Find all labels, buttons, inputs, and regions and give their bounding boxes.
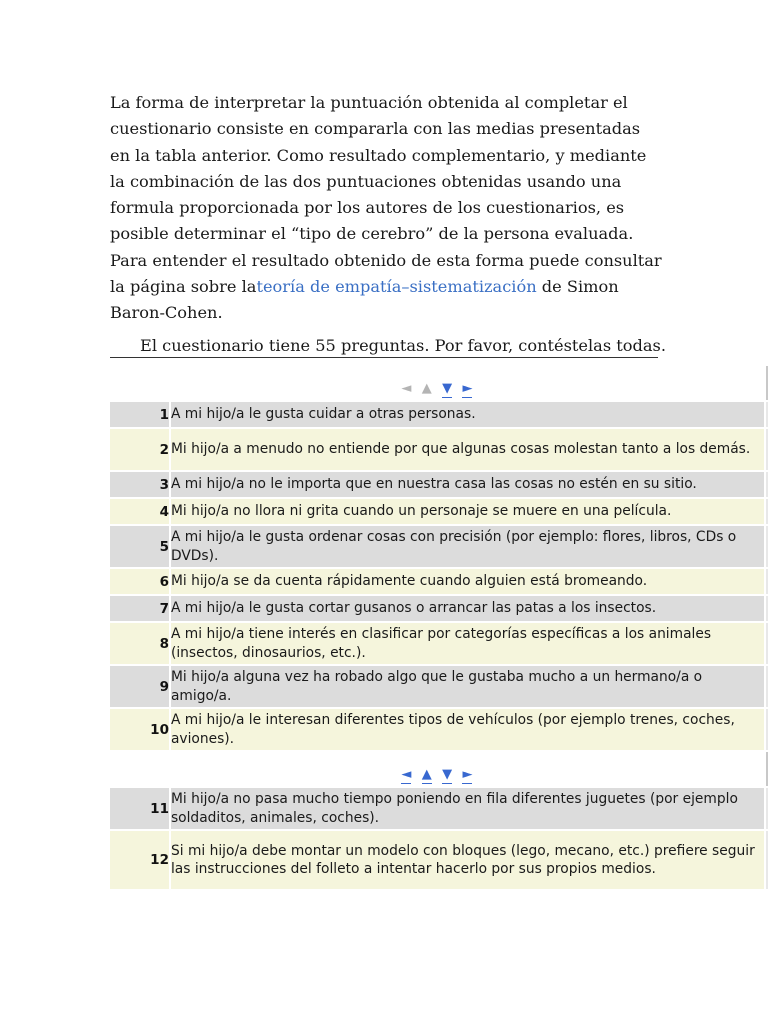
intro-text-end: de Simon Baron-Cohen. xyxy=(110,277,619,323)
question-number: 1 xyxy=(110,402,169,427)
question-number: 2 xyxy=(110,429,169,470)
question-number: 3 xyxy=(110,472,169,497)
question-text: A mi hijo/a le gusta cortar gusanos o arrancar las patas a los insectos. xyxy=(171,596,764,621)
empathy-systemizing-theory-link[interactable]: teoría de empatía–sistematización xyxy=(256,277,537,297)
question-number: 12 xyxy=(110,831,169,889)
question-text: Mi hijo/a se da cuenta rápidamente cuando alguien está bromeando. xyxy=(171,569,764,594)
question-text: A mi hijo/a le gusta ordenar cosas con precisión (por ejemplo: flores, libros, CDs o DVDs). xyxy=(171,526,764,567)
next-page-icon[interactable]: ▼ xyxy=(442,381,453,396)
question-row xyxy=(110,569,768,594)
question-row xyxy=(110,709,768,750)
question-number: 5 xyxy=(110,526,169,567)
question-row xyxy=(110,666,768,707)
intro-text: La forma de interpretar la puntuación obtenida al completar el cuestionario consiste en compararla con las medias presentadas en la tabla anterior. Como resultado complementario, y mediante la combinación de las dos puntuaciones obtenidas usando una formula proporcionada por los autores de los cuestionarios, es posible determinar el “tipo de cerebro” de la persona evaluada. Para entender el resultado obtenido de esta forma puede consultar la página sobre la xyxy=(110,93,662,297)
previous-page-icon[interactable]: ▲ xyxy=(421,767,432,782)
question-text: A mi hijo/a no le importa que en nuestra casa las cosas no estén en su sitio. xyxy=(171,472,764,497)
nav-row-top xyxy=(110,366,768,400)
question-row xyxy=(110,526,768,567)
question-text: Mi hijo/a alguna vez ha robado algo que le gustaba mucho a un hermano/a o amigo/a. xyxy=(171,666,764,707)
pagination-controls xyxy=(110,366,764,400)
question-number: 9 xyxy=(110,666,169,707)
question-number: 7 xyxy=(110,596,169,621)
question-text: A mi hijo/a tiene interés en clasificar por categorías específicas a los animales (insectos, dinosaurios, etc.). xyxy=(171,623,764,664)
question-text: Mi hijo/a no pasa mucho tiempo poniendo en fila diferentes juguetes (por ejemplo soldaditos, animales, coches). xyxy=(171,788,764,829)
questionnaire-table-wrapper xyxy=(108,364,768,912)
question-row xyxy=(110,429,768,470)
intro-paragraph xyxy=(110,90,662,327)
question-row xyxy=(110,402,768,427)
question-row xyxy=(110,788,768,829)
question-number: 4 xyxy=(110,499,169,524)
last-page-icon[interactable]: ► xyxy=(462,767,473,782)
next-page-icon[interactable]: ▼ xyxy=(442,767,453,782)
question-text: Si mi hijo/a debe montar un modelo con bloques (lego, mecano, etc.) prefiere seguir las instrucciones del folleto a intentar hacerlo por sus propios medios. xyxy=(171,831,764,889)
nav-row-middle xyxy=(110,752,768,786)
question-number: 8 xyxy=(110,623,169,664)
question-text: Mi hijo/a a menudo no entiende por que algunas cosas molestan tanto a los demás. xyxy=(171,429,764,470)
pagination-controls xyxy=(110,752,764,786)
question-row xyxy=(110,596,768,621)
question-row xyxy=(110,472,768,497)
first-page-icon: ◄ xyxy=(401,381,412,396)
question-number: 11 xyxy=(110,788,169,829)
questionnaire-instructions: El cuestionario tiene 55 preguntas. Por favor, contéstelas todas. xyxy=(110,335,658,358)
question-text: A mi hijo/a le interesan diferentes tipos de vehículos (por ejemplo trenes, coches, aviones). xyxy=(171,709,764,750)
first-page-icon[interactable]: ◄ xyxy=(401,767,412,782)
last-page-icon[interactable]: ► xyxy=(462,381,473,396)
question-text: Mi hijo/a no llora ni grita cuando un personaje se muere en una película. xyxy=(171,499,764,524)
question-number: 10 xyxy=(110,709,169,750)
question-number: 6 xyxy=(110,569,169,594)
question-text: A mi hijo/a le gusta cuidar a otras personas. xyxy=(171,402,764,427)
questionnaire-table xyxy=(108,364,768,891)
question-row xyxy=(110,831,768,889)
previous-page-icon: ▲ xyxy=(421,381,432,396)
question-row xyxy=(110,499,768,524)
question-row xyxy=(110,623,768,664)
